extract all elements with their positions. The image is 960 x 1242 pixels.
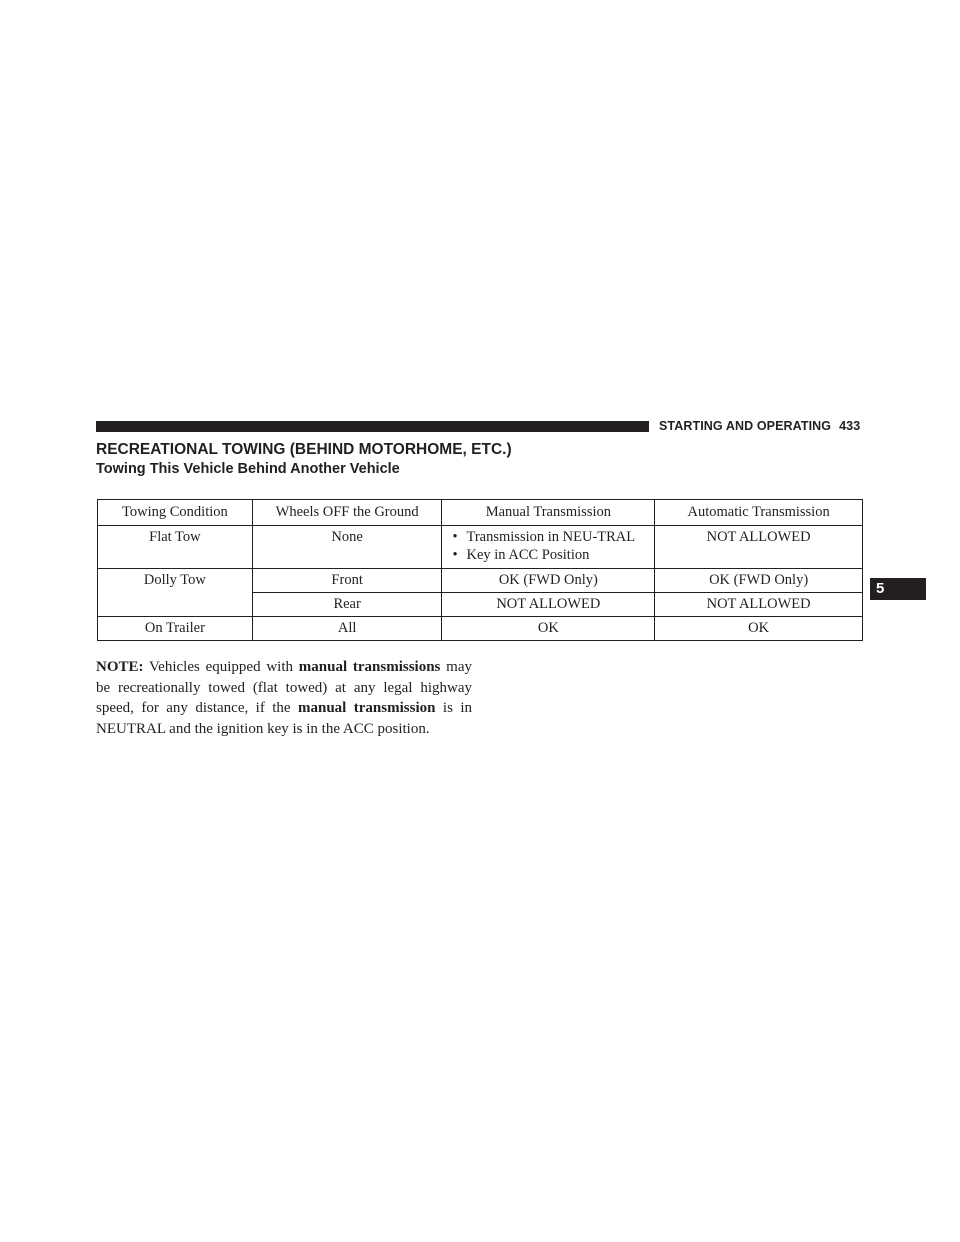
cell-condition: Dolly Tow xyxy=(98,569,253,593)
header-automatic-transmission: Automatic Transmission xyxy=(655,500,863,526)
header-wheels-off-ground: Wheels OFF the Ground xyxy=(252,500,442,526)
subsection-title: Towing This Vehicle Behind Another Vehicle xyxy=(96,461,400,477)
running-head-title: STARTING AND OPERATING xyxy=(659,419,832,433)
header-towing-condition: Towing Condition xyxy=(98,500,253,526)
header-rule xyxy=(96,421,649,432)
cell-wheels: Rear xyxy=(252,593,442,617)
list-item: • Transmission in NEU-TRAL xyxy=(452,528,648,546)
cell-manual: OK (FWD Only) xyxy=(442,569,655,593)
list-item: • Key in ACC Position xyxy=(452,546,648,564)
page-number: 433 xyxy=(839,419,861,433)
note-emphasis: manual transmissions xyxy=(298,659,441,675)
note-emphasis: manual transmission xyxy=(298,700,436,716)
cell-condition: On Trailer xyxy=(98,617,253,641)
chapter-tab[interactable]: 5 xyxy=(870,578,926,600)
table-row xyxy=(98,617,863,641)
cell-manual: OK xyxy=(442,617,655,641)
section-title: RECREATIONAL TOWING (BEHIND MOTORHOME, ETC.) xyxy=(96,441,512,458)
table-row xyxy=(98,569,863,593)
cell-manual: NOT ALLOWED xyxy=(442,593,655,617)
cell-manual xyxy=(442,526,655,569)
table-row xyxy=(98,593,863,617)
cell-automatic: OK xyxy=(655,617,863,641)
cell-wheels: All xyxy=(252,617,442,641)
running-head xyxy=(659,419,860,433)
manual-requirements-list xyxy=(452,528,648,564)
cell-wheels: None xyxy=(252,526,442,569)
table-header-row xyxy=(98,500,863,526)
cell-automatic: NOT ALLOWED xyxy=(655,526,863,569)
cell-automatic: NOT ALLOWED xyxy=(655,593,863,617)
cell-condition xyxy=(98,593,253,617)
header-manual-transmission: Manual Transmission xyxy=(442,500,655,526)
cell-wheels: Front xyxy=(252,569,442,593)
table-row xyxy=(98,526,863,569)
note-paragraph: NOTE: Vehicles equipped with manual transmissions may be recreationally towed (flat towed) at any legal highway speed, for any distance, if the manual transmission is in NEUTRAL and the ignition key is in the ACC position. xyxy=(96,659,472,737)
cell-automatic: OK (FWD Only) xyxy=(655,569,863,593)
towing-table xyxy=(97,499,863,641)
note-label: NOTE: xyxy=(96,659,144,675)
cell-condition: Flat Tow xyxy=(98,526,253,569)
